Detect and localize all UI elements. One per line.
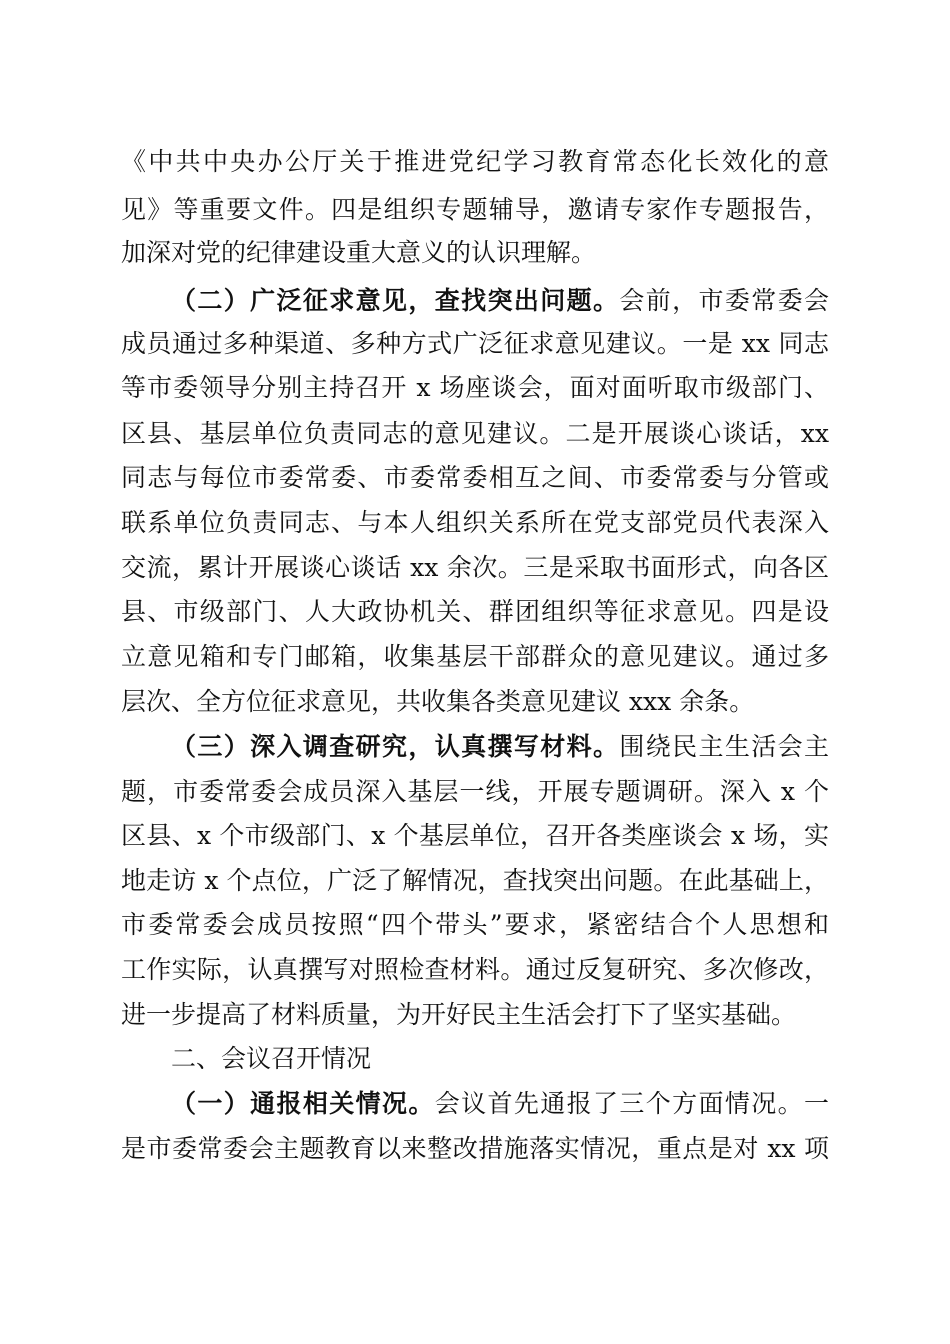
paragraph-first-line (171, 1087, 829, 1121)
paragraph-line: 区县、基层单位负责同志的意见建议。二是开展谈心谈话，xx (121, 419, 829, 448)
paragraph-lead: （一）通报相关情况。 (171, 1089, 435, 1118)
paragraph-lead: （二）广泛征求意见，查找突出问题。 (171, 286, 620, 315)
paragraph-line: 成员通过多种渠道、多种方式广泛征求意见建议。一是 xx 同志 (121, 329, 829, 358)
paragraph-line: 同志与每位市委常委、市委常委相互之间、市委常委与分管或 (121, 463, 829, 492)
paragraph-line: 层次、全方位征求意见，共收集各类意见建议 xxx 余条。 (121, 687, 755, 716)
paragraph-first-line (171, 730, 829, 764)
paragraph-lead: （三）深入调查研究，认真撰写材料。 (171, 732, 620, 761)
paragraph-line: 区县、x 个市级部门、x 个基层单位，召开各类座谈会 x 场，实 (121, 821, 829, 850)
paragraph-line: 交流，累计开展谈心谈话 xx 余次。三是采取书面形式，向各区 (121, 553, 829, 582)
paragraph-line: 县、市级部门、人大政协机关、群团组织等征求意见。四是设 (121, 597, 829, 626)
paragraph-text: 会前，市委常委会 (619, 286, 829, 315)
paragraph-line: 见》等重要文件。四是组织专题辅导，邀请专家作专题报告， (121, 195, 829, 224)
paragraph-text: 围绕民主生活会主 (619, 732, 829, 761)
paragraph-line: 工作实际，认真撰写对照检查材料。通过反复研究、多次修改， (121, 955, 829, 984)
paragraph-text: 会议首先通报了三个方面情况。一 (434, 1089, 829, 1118)
paragraph-line: 等市委领导分别主持召开 x 场座谈会，面对面听取市级部门、 (121, 373, 829, 402)
paragraph-line: 题，市委常委会成员深入基层一线，开展专题调研。深入 x 个 (121, 777, 829, 806)
paragraph-line: 进一步提高了材料质量，为开好民主生活会打下了坚实基础。 (121, 1000, 797, 1029)
paragraph-line: 市委常委会成员按照“四个带头”要求，紧密结合个人思想和 (121, 910, 829, 939)
paragraph-line: 《中共中央办公厅关于推进党纪学习教育常态化长效化的意 (121, 147, 829, 176)
paragraph-line: 加深对党的纪律建设重大意义的认识理解。 (121, 238, 597, 267)
paragraph-line: 地走访 x 个点位，广泛了解情况，查找突出问题。在此基础上， (121, 866, 829, 895)
paragraph-line: 是市委常委会主题教育以来整改措施落实情况，重点是对 xx 项 (121, 1134, 829, 1163)
paragraph-line: 联系单位负责同志、与本人组织关系所在党支部党员代表深入 (121, 508, 829, 537)
section-heading: 二、会议召开情况 (171, 1044, 372, 1073)
paragraph-first-line (171, 284, 829, 318)
paragraph-line: 立意见箱和专门邮箱，收集基层干部群众的意见建议。通过多 (121, 642, 829, 671)
